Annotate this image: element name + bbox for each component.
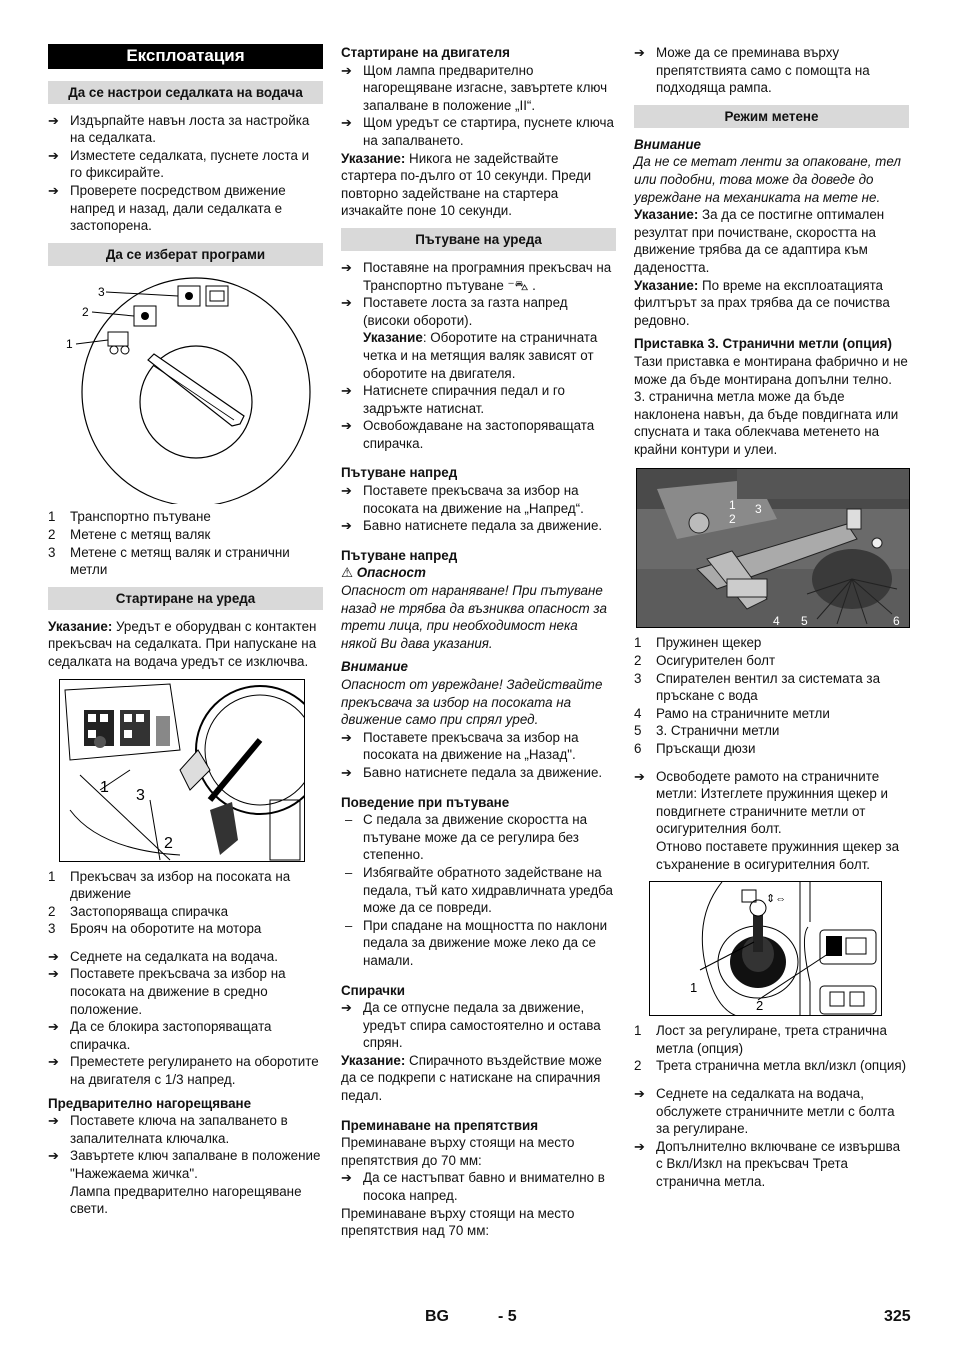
list-item: – Избягвайте обратното задействане на педала, тъй като хидравличната уредба може да се повреди. <box>345 864 613 916</box>
list-item: 3 Метене с метящ валяк и странични метли <box>48 544 290 578</box>
paragraph: Тази приставка е монтирана фабрично и не може да бъде монтирана допълни телно. <box>634 353 908 387</box>
fig-label: 3 <box>136 786 145 804</box>
list-item: – С педала за движение скоростта на пътуване може да се регулира без степенно. <box>345 812 588 863</box>
list-item: ➔ Освободете рамото на страничните метли: Изтеглете пружинния щекер и повдигнете страничните метли от осигурителния болт. <box>634 768 889 837</box>
paragraph: 3. странична метла може да бъде наклонена навън, да бъде повдигната или спусната и така облекчава метенето на крайни контури и улеи. <box>634 389 899 457</box>
fig-label: 2 <box>82 304 89 319</box>
list-item: ➔ Поставете ключа на запалването в запалителната ключалка. <box>48 1113 288 1146</box>
fig-label: 2 <box>164 834 173 852</box>
section-programs: Да се изберат програми <box>48 243 323 266</box>
section-sweep: Режим метене <box>634 105 909 128</box>
list-item: ➔ Бавно натиснете педала за движение. <box>341 518 603 534</box>
chapter-title: Експлоатация <box>48 44 323 69</box>
list-item: ➔ Поставете прекъсвача за избор на посоката на движение в средно положение. <box>48 966 286 1017</box>
list-item: ➔ Поставете прекъсвача за избор на посоката на движение на „Напред“. <box>341 483 584 516</box>
list-item: 2 Метене с метящ валяк <box>48 526 211 542</box>
list-item: ➔ Може да се преминава върху препятствията само с помощта на подходяща рампа. <box>634 45 870 96</box>
list-item: ➔ Завъртете ключ запалване в положение "Нажежаема жичка". <box>48 1148 321 1181</box>
section-drive: Пътуване на уреда <box>341 228 616 251</box>
fig-label: 1 <box>100 778 109 796</box>
paragraph: Преминаване върху стоящи на место препятствия над 70 мм: <box>341 1205 575 1239</box>
list-item: 3 Брояч на оборотите на мотора <box>48 921 262 937</box>
footer-page-total: 325 <box>884 1308 911 1325</box>
list-item: 1 Лост за регулиране, трета странична метла (опция) <box>634 1023 887 1056</box>
fig-label: 2 <box>729 512 736 527</box>
list-item: ➔ Изместете седалката, пуснете лоста и го фиксирайте. <box>48 147 310 181</box>
joystick-figure <box>649 881 882 1016</box>
note: Указание: Оборотите на страничната четка и на метящия валяк зависят от оборотите на двигателя. <box>363 330 598 381</box>
dashboard-photo <box>59 679 305 862</box>
fig-label: 4 <box>773 614 780 629</box>
fig-label: 1 <box>729 498 736 513</box>
list-item: 4 Рамо на страничните метли <box>634 705 830 721</box>
list-item: 1 Пружинен щекер <box>634 635 762 651</box>
list-item: 1 Транспортно пътуване <box>48 509 211 525</box>
subheading: Пътуване напред <box>341 465 458 481</box>
list-item: – При спадане на мощността по наклони педала за движение може леко да се намали. <box>345 917 608 968</box>
list-item: ➔ Допълнително включване се извършва с Вкл/Изкл на прекъсвач Трета странична метла. <box>634 1138 901 1189</box>
list-item: ➔ Щом лампа предварително нагорещяване изгасне, завъртете ключ запалване в положение „II“. <box>341 62 608 113</box>
list-item: ➔ Седнете на седалката на водача, обслужете страничните метли с болта за регулиране. <box>634 1085 895 1137</box>
note: Указание: Спирачното въздействие може да се подкрепи с натискане на спирачния педал. <box>341 1052 602 1104</box>
subheading: Предварително нагорещяване <box>48 1095 252 1111</box>
list-item: ➔ Щом уредът се стартира, пуснете ключа на запалването. <box>341 115 614 148</box>
column-3 <box>634 44 909 1191</box>
list-item: ➔ Преместете регулирането на оборотите на двигателя с 1/3 напред. <box>48 1054 319 1088</box>
subheading: Спирачки <box>341 982 405 998</box>
list-item: 5 3. Странични метли <box>634 723 780 739</box>
column-1 <box>48 44 323 1218</box>
attention-label: Внимание <box>341 659 409 675</box>
list-item: 1 Прекъсвач за избор на посоката на движение <box>48 868 291 902</box>
list-item: ➔ Поставяне на програмния прекъсвач на Транспортно пътуване ⁻⛍ . <box>341 259 612 293</box>
list-item: 6 Пръскащи дюзи <box>634 741 756 757</box>
list-item: ➔ Седнете на седалката на водача. <box>48 948 278 964</box>
subheading: Преминаване на препятствия <box>341 1117 539 1133</box>
footer-language: BG <box>425 1308 449 1325</box>
danger-text: Опасност от нараняване! При пътуване назад не трябва да възниква опасност за трети лица, при необходимост нека някой Ви дава указания. <box>341 583 607 651</box>
fig-label: 2 <box>756 998 764 1014</box>
subheading: Приставка 3. Странични метли (опция) <box>634 336 892 352</box>
note: Указание: Уредът е оборудван с контактен прекъсвач на седалката. При напускане на седалката на водача уредът се изключва. <box>48 618 317 669</box>
transport-icon: ⁻⛍ <box>507 277 529 293</box>
list-item: ➔ Освобождаване на застопоряващата спирачка. <box>341 418 595 451</box>
note: Указание: Никога не задействайте стартера по-дълго от 10 секунди. Преди повторно задействане на стартера изчакайте поне 10 секунди. <box>341 150 592 219</box>
fig-label: 5 <box>801 614 808 629</box>
svg-text:⇕⇔: ⇕⇔ <box>766 893 787 906</box>
section-seat: Да се настрои седалката на водача <box>48 81 323 104</box>
list-item: ➔ Поставете прекъсвача за избор на посоката на движение на „Назад". <box>341 729 579 763</box>
warning-icon: ⚠ <box>341 565 354 581</box>
subheading: Стартиране на двигателя <box>341 45 510 60</box>
fig-label: 3 <box>755 502 762 517</box>
list-item: 2 Трета странична метла вкл/изкл (опция) <box>634 1058 907 1074</box>
footer-page: - 5 <box>498 1308 517 1325</box>
list-item: ➔ Натиснете спирачния педал и го задръжте натиснат. <box>341 383 565 416</box>
fig-label: 6 <box>893 614 900 629</box>
column-2 <box>341 44 616 1240</box>
list-item: ➔ Поставете лоста за газта напред (високи обороти). <box>341 295 568 328</box>
subheading: Пътуване напред <box>341 547 458 563</box>
note: Указание: За да се постигне оптимален резултат при почистване, скоростта на движение трябва да се адаптира към дадеността. <box>634 207 885 275</box>
list-item: 2 Застопоряваща спирачка <box>48 903 229 919</box>
attention-text: Опасност от увреждане! Задействайте прекъсвача за избор на посоката на движение само при спрял уред. <box>341 677 603 728</box>
danger-label: ⚠ Опасност <box>341 565 426 581</box>
list-item: ➔ Да се настъпват бавно и внимателно в посока напред. <box>341 1170 605 1204</box>
step-result: Отново поставете пружинния щекер за съхранение в осигурителния болт. <box>656 839 900 872</box>
list-item: ➔ Да се отпусне педала за движение, уредът спира самостоятелно и остава спрян. <box>341 1000 601 1051</box>
list-item: ➔ Бавно натиснете педала за движение. <box>341 764 603 780</box>
paragraph: Преминаване върху стоящи на место препятствия до 70 мм: <box>341 1135 575 1168</box>
note: Указание: По време на експлоатацията филтърът за прах трябва да се почиства редовно. <box>634 277 890 328</box>
list-item: ➔ Проверете посредством движение напред и назад, дали седалката е застопорена. <box>48 182 286 234</box>
subheading: Поведение при пътуване <box>341 794 510 810</box>
attention-label: Внимание <box>634 136 702 152</box>
list-item: 2 Осигурителен болт <box>634 653 776 669</box>
list-item: 3 Спирателен вентил за системата за пръскане с вода <box>634 670 881 704</box>
list-item: ➔ Да се блокира застопоряващата спирачка. <box>48 1019 272 1052</box>
side-broom-photo <box>636 468 910 628</box>
fig-label: 1 <box>66 336 73 351</box>
step-result: Лампа предварително нагорещяване свети. <box>70 1183 302 1217</box>
section-start: Стартиране на уреда <box>48 587 323 610</box>
attention-text: Да не се метат ленти за опаковане, тел или подобни, това може да доведе до увреждане на механиката на мете не. <box>634 154 901 205</box>
program-selector-figure <box>48 274 323 504</box>
fig-label: 3 <box>98 284 105 299</box>
fig-label: 1 <box>690 980 698 996</box>
list-item: ➔ Издърпайте навън лоста за настройка на седалката. <box>48 112 310 146</box>
